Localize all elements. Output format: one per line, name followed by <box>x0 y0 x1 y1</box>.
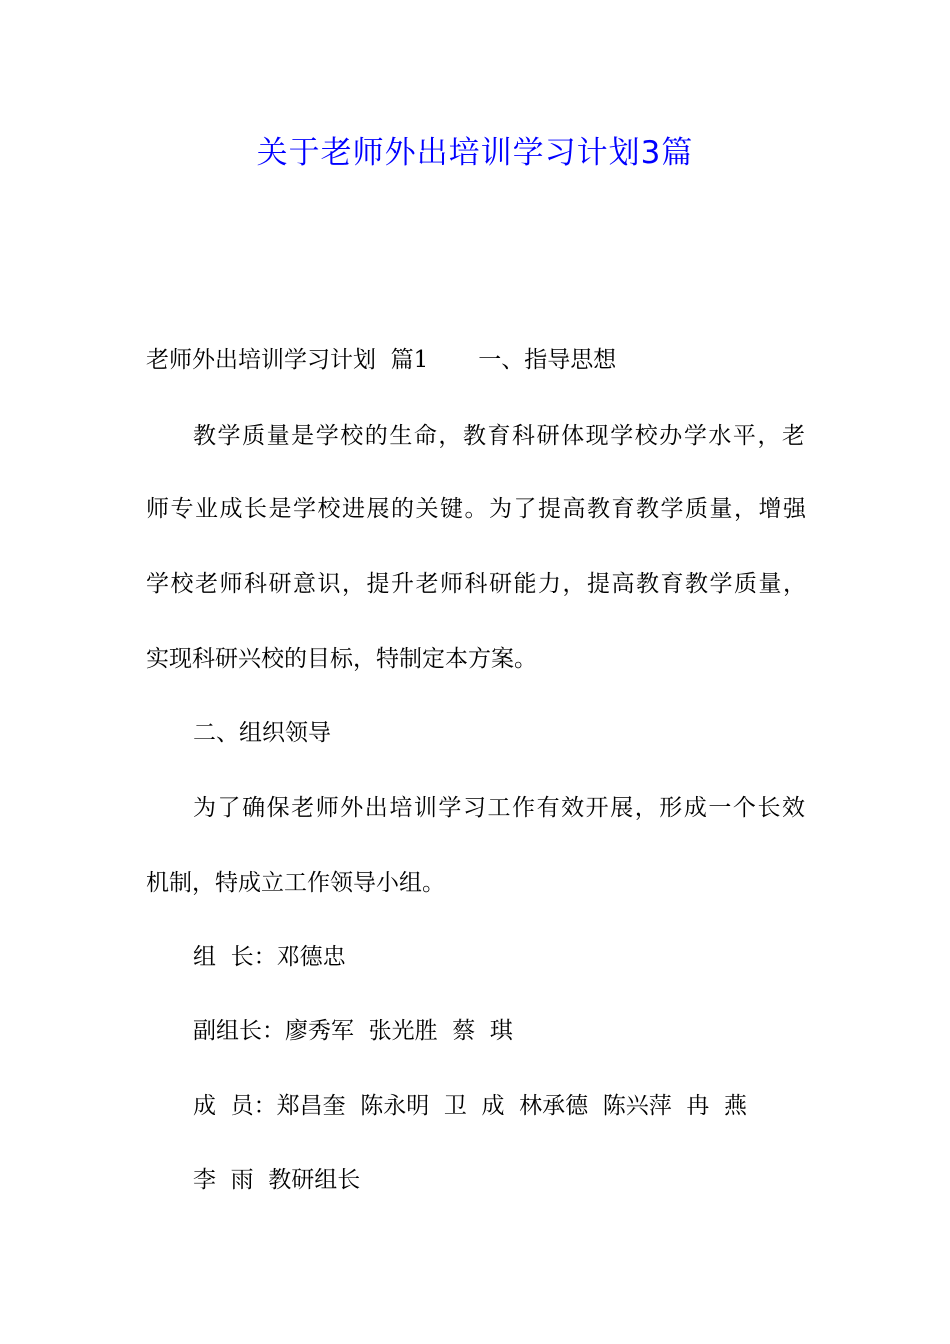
paragraph-line: 师专业成长是学校进展的关键。为了提高教育教学质量，增强 <box>146 496 806 522</box>
leader-line: 组 长：邓德忠 <box>193 944 346 970</box>
members-continued-line: 李 雨 教研组长 <box>193 1167 361 1193</box>
section-heading-organization: 二、组织领导 <box>193 720 331 746</box>
section-heading-guiding-thought: 一、指导思想 <box>478 347 617 373</box>
deputy-leaders-line: 副组长：廖秀军 张光胜 蔡 琪 <box>193 1018 513 1044</box>
paragraph-line: 实现科研兴校的目标，特制定本方案。 <box>146 646 537 672</box>
heading-line <box>146 342 806 378</box>
part-heading: 老师外出培训学习计划 篇1 <box>146 347 429 373</box>
paragraph-line: 为了确保老师外出培训学习工作有效开展，形成一个长效 <box>193 795 805 821</box>
paragraph-line: 机制，特成立工作领导小组。 <box>146 870 445 896</box>
document-title: 关于老师外出培训学习计划3篇 <box>256 135 694 171</box>
paragraph-line: 学校老师科研意识，提升老师科研能力，提高教育教学质量， <box>146 571 806 597</box>
paragraph-line: 教学质量是学校的生命，教育科研体现学校办学水平，老 <box>193 423 805 449</box>
members-line: 成 员：郑昌奎 陈永明 卫 成 林承德 陈兴萍 冉 燕 <box>193 1093 747 1119</box>
